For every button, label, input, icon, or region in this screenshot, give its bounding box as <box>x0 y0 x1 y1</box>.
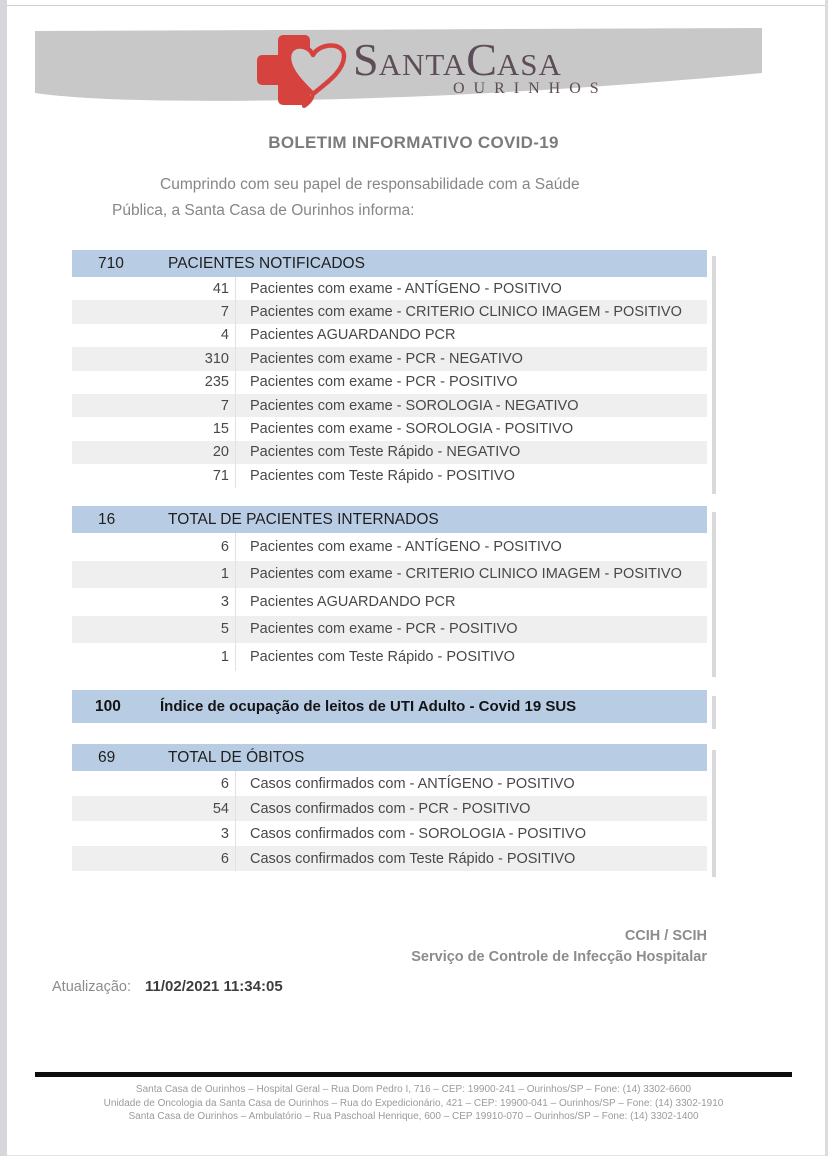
table-row <box>72 846 707 871</box>
table-pacientes-notificados <box>72 250 707 488</box>
table-row <box>72 643 707 671</box>
table-row <box>72 394 707 417</box>
row-value: 20 <box>212 444 229 461</box>
footer-address-line: Santa Casa de Ourinhos – Ambulatório – Rua Paschoal Henrique, 600 – CEP 19910-070 – Ourinhos/SP – Fone: (14) 3302-1400 <box>128 1111 699 1122</box>
table-row <box>72 324 707 347</box>
row-value: 5 <box>220 621 229 638</box>
logo-subtitle: OURINHOS <box>453 80 608 97</box>
table-row <box>72 771 707 796</box>
row-label: Pacientes com exame - SOROLOGIA - POSITIVO <box>235 417 707 440</box>
row-label: Pacientes AGUARDANDO PCR <box>235 588 707 616</box>
update-value: 11/02/2021 11:34:05 <box>145 978 283 995</box>
row-label: Pacientes com exame - PCR - NEGATIVO <box>235 347 707 370</box>
table-total-value: 16 <box>98 510 116 528</box>
row-label: Casos confirmados com - PCR - POSITIVO <box>235 796 707 821</box>
table-body <box>72 771 707 871</box>
table-title: TOTAL DE PACIENTES INTERNADOS <box>168 510 439 528</box>
update-label: Atualização: <box>52 979 131 995</box>
row-value: 1 <box>220 566 229 583</box>
signature-block <box>72 926 707 968</box>
row-value: 7 <box>220 397 229 414</box>
row-value: 7 <box>220 304 229 321</box>
intro-paragraph <box>112 172 712 224</box>
row-value: 235 <box>204 374 229 391</box>
logo-wordmark <box>353 34 562 86</box>
footer-address-line: Santa Casa de Ourinhos – Hospital Geral – Rua Dom Pedro I, 716 – CEP: 19900-241 – Ourinhos/SP – Fone: (14) 3302-6600 <box>135 1084 692 1095</box>
row-label: Pacientes com exame - CRITERIO CLINICO IMAGEM - POSITIVO <box>235 561 707 589</box>
table-pacientes-internados <box>72 506 707 671</box>
row-value: 3 <box>220 825 229 842</box>
table-header <box>72 744 707 771</box>
table-total-value: 69 <box>98 748 116 766</box>
intro-line: Pública, a Santa Casa de Ourinhos informa: <box>112 202 415 219</box>
row-value: 41 <box>212 280 229 297</box>
table-body <box>72 533 707 671</box>
logo-letter: S <box>353 34 379 85</box>
row-label: Pacientes com Teste Rápido - NEGATIVO <box>235 441 707 464</box>
row-value: 71 <box>212 467 229 484</box>
row-label: Pacientes AGUARDANDO PCR <box>235 324 707 347</box>
table-row <box>72 796 707 821</box>
table-row <box>72 277 707 300</box>
cross-heart-icon <box>253 32 353 110</box>
table-row <box>72 417 707 440</box>
row-value: 6 <box>220 538 229 555</box>
table-header <box>72 250 707 277</box>
row-value: 6 <box>220 850 229 867</box>
table-row <box>72 441 707 464</box>
header-banner <box>35 28 762 104</box>
row-label: Pacientes com exame - PCR - POSITIVO <box>235 371 707 394</box>
table-row <box>72 533 707 561</box>
footer-address-line: Unidade de Oncologia da Santa Casa de Ourinhos – Rua do Expedicionário, 421 – CEP: 19900-041 – Ourinhos/SP – Fone: (14) 3302-1910 <box>103 1097 724 1109</box>
logo-letters: ANTA <box>378 47 467 82</box>
table-header <box>72 506 707 533</box>
signature-line: Serviço de Controle de Infecção Hospitalar <box>411 949 707 965</box>
row-label: Casos confirmados com - ANTÍGENO - POSITIVO <box>235 771 707 796</box>
footer-addresses <box>35 1083 792 1124</box>
row-value: 3 <box>220 593 229 610</box>
table-row <box>72 616 707 644</box>
page-edge-left <box>0 0 7 1156</box>
row-label: Pacientes com exame - CRITERIO CLINICO IMAGEM - POSITIVO <box>235 300 707 323</box>
logo-letter: C <box>466 34 497 85</box>
uti-occupancy-label: Índice de ocupação de leitos de UTI Adulto - Covid 19 SUS <box>160 698 577 715</box>
table-row <box>72 371 707 394</box>
row-label: Pacientes com exame - ANTÍGENO - POSITIVO <box>235 277 707 300</box>
row-label: Pacientes com exame - ANTÍGENO - POSITIVO <box>235 533 707 561</box>
row-value: 6 <box>220 775 229 792</box>
uti-occupancy-bar <box>72 690 707 723</box>
row-value: 4 <box>220 327 229 344</box>
row-value: 54 <box>212 800 229 817</box>
row-label: Casos confirmados com - SOROLOGIA - POSITIVO <box>235 821 707 846</box>
row-value: 15 <box>212 421 229 438</box>
signature-line: CCIH / SCIH <box>624 928 707 944</box>
table-title: TOTAL DE ÓBITOS <box>168 748 305 766</box>
table-total-obitos <box>72 744 707 871</box>
row-label: Pacientes com exame - SOROLOGIA - NEGATIVO <box>235 394 707 417</box>
logo-letters: ASA <box>496 47 562 82</box>
row-value: 1 <box>220 648 229 665</box>
row-label: Casos confirmados com Teste Rápido - POSITIVO <box>235 846 707 871</box>
table-row <box>72 561 707 589</box>
row-value: 310 <box>204 350 229 367</box>
intro-line: Cumprindo com seu papel de responsabilidade com a Saúde <box>160 176 580 193</box>
table-row <box>72 347 707 370</box>
table-total-value: 710 <box>98 254 124 272</box>
table-row <box>72 300 707 323</box>
uti-occupancy-value: 100 <box>95 697 121 715</box>
table-row <box>72 821 707 846</box>
table-title: PACIENTES NOTIFICADOS <box>168 254 365 272</box>
row-label: Pacientes com Teste Rápido - POSITIVO <box>235 464 707 487</box>
row-label: Pacientes com exame - PCR - POSITIVO <box>235 616 707 644</box>
update-timestamp <box>52 978 283 995</box>
row-label: Pacientes com Teste Rápido - POSITIVO <box>235 643 707 671</box>
page-edge-top <box>7 5 825 6</box>
table-row <box>72 588 707 616</box>
table-row <box>72 464 707 487</box>
footer-divider <box>35 1072 792 1077</box>
table-body <box>72 277 707 488</box>
page-title: BOLETIM INFORMATIVO COVID-19 <box>268 133 559 152</box>
